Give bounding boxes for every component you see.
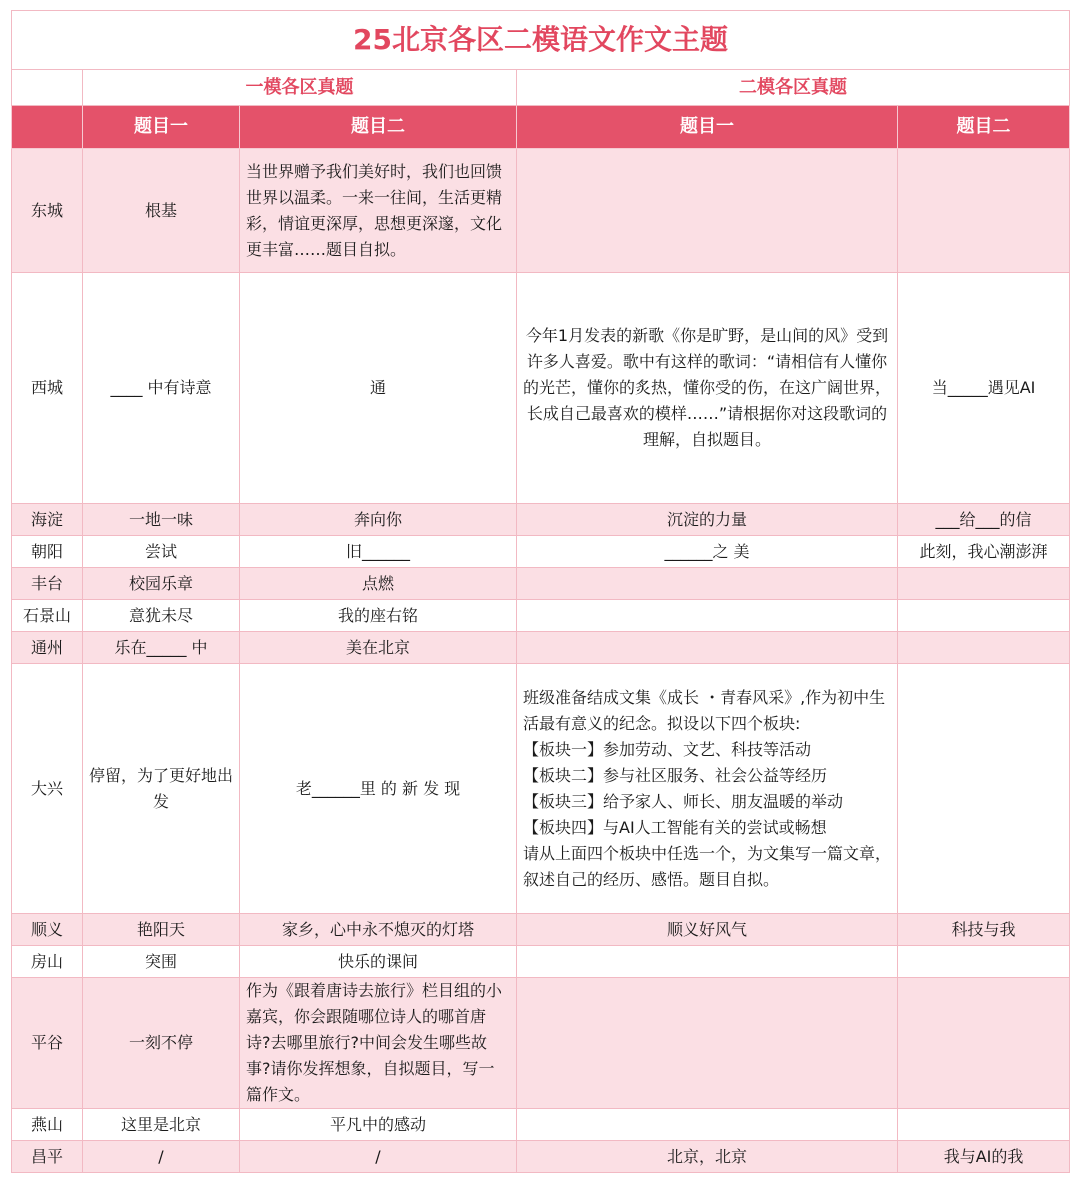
ermo-topic1-cell: 顺义好风气 [517,914,898,946]
yimo-topic1-cell: 乐在_____ 中 [83,632,240,664]
yimo-topic2-cell: 老______里 的 新 发 现 [240,664,517,914]
essay-topics-sheet [11,10,1069,1173]
ermo-topic2-cell [898,600,1070,632]
ermo-topic2-cell: 我与AI的我 [898,1141,1070,1173]
ermo-topic2-cell [898,1109,1070,1141]
ermo-topic1-cell [517,664,898,914]
district-cell: 顺义 [12,914,83,946]
table-row [12,914,1070,946]
yimo-topic2-cell: 我的座右铭 [240,600,517,632]
district-cell: 燕山 [12,1109,83,1141]
ermo-topic1-cell [517,632,898,664]
yimo-topic1-cell: ____ 中有诗意 [83,273,240,504]
table-row [12,664,1070,914]
ermo-topic1-cell [517,600,898,632]
corner-cell [12,70,83,106]
yimo-topic2-cell: 平凡中的感动 [240,1109,517,1141]
yimo-topic1-cell: 根基 [83,149,240,273]
yimo-topic1-cell: 这里是北京 [83,1109,240,1141]
header-ermo-topic1: 题目一 [517,106,898,149]
table-row [12,504,1070,536]
yimo-topic1-cell: 突围 [83,946,240,978]
yimo-topic2-cell: 美在北京 [240,632,517,664]
table-row [12,600,1070,632]
topics-table [11,10,1070,1173]
yimo-topic1-cell: 一刻不停 [83,978,240,1109]
district-cell: 房山 [12,946,83,978]
ermo-topic1-cell: 沉淀的力量 [517,504,898,536]
table-row [12,568,1070,600]
table-row [12,1109,1070,1141]
ermo-topic2-cell: ___给___的信 [898,504,1070,536]
ermo-topic1-cell: ______之 美 [517,536,898,568]
yimo-topic1-cell: 艳阳天 [83,914,240,946]
group-header-yimo: 一模各区真题 [83,70,517,106]
ermo-topic2-cell [898,149,1070,273]
yimo-topic2-cell: 当世界赠予我们美好时，我们也回馈世界以温柔。一来一往间，生活更精彩，情谊更深厚，思想更深邃，文化更丰富……题目自拟。 [240,149,517,273]
district-cell: 海淀 [12,504,83,536]
ermo-topic1-cell [517,978,898,1109]
district-cell: 昌平 [12,1141,83,1173]
ermo-topic2-cell: 此刻，我心潮澎湃 [898,536,1070,568]
district-cell: 平谷 [12,978,83,1109]
yimo-topic2-cell: 快乐的课间 [240,946,517,978]
yimo-topic1-cell: 停留，为了更好地出发 [83,664,240,914]
ermo-topic2-cell [898,664,1070,914]
ermo-topic2-cell: 科技与我 [898,914,1070,946]
yimo-topic1-cell: 校园乐章 [83,568,240,600]
district-cell: 东城 [12,149,83,273]
prompt-line: 【板块一】参加劳动、文艺、科技等活动 [523,739,812,759]
prompt-line: 班级准备结成文集《成长 ・青春风采》,作为初中生活最有意义的纪念。拟设以下四个板块: [523,687,886,733]
yimo-topic2-cell: 作为《跟着唐诗去旅行》栏目组的小嘉宾，你会跟随哪位诗人的哪首唐诗?去哪里旅行?中间会发生哪些故事?请你发挥想象，自拟题目，写一篇作文。 [240,978,517,1109]
yimo-topic2-cell: 旧______ [240,536,517,568]
ermo-topic1-cell [517,946,898,978]
district-cell: 通州 [12,632,83,664]
prompt-line: 【板块三】给予家人、师长、朋友温暖的举动 [523,791,844,811]
table-row [12,149,1070,273]
page-title: 25北京各区二模语文作文主题 [12,11,1070,70]
table-row [12,536,1070,568]
district-cell: 丰台 [12,568,83,600]
table-row [12,978,1070,1109]
table-row [12,273,1070,504]
yimo-topic2-cell: / [240,1141,517,1173]
ermo-topic2-cell [898,946,1070,978]
table-row [12,632,1070,664]
yimo-topic1-cell: 意犹未尽 [83,600,240,632]
prompt-line: 【板块二】参与社区服务、社会公益等经历 [523,765,828,785]
yimo-topic1-cell: 一地一味 [83,504,240,536]
ermo-topic2-cell: 当_____遇见AI [898,273,1070,504]
table-row [12,946,1070,978]
header-corner [12,106,83,149]
yimo-topic1-cell: 尝试 [83,536,240,568]
header-yimo-topic2: 题目二 [240,106,517,149]
header-ermo-topic2: 题目二 [898,106,1070,149]
ermo-topic1-cell [517,1109,898,1141]
district-cell: 大兴 [12,664,83,914]
ermo-topic1-cell [517,568,898,600]
ermo-topic1-cell: 北京，北京 [517,1141,898,1173]
ermo-topic2-cell [898,978,1070,1109]
district-cell: 石景山 [12,600,83,632]
district-cell: 朝阳 [12,536,83,568]
yimo-topic2-cell: 通 [240,273,517,504]
ermo-topic2-cell [898,632,1070,664]
district-cell: 西城 [12,273,83,504]
prompt-line: 【板块四】与AI人工智能有关的尝试或畅想 [523,817,827,837]
ermo-topic1-cell [517,149,898,273]
yimo-topic1-cell: / [83,1141,240,1173]
yimo-topic2-cell: 家乡，心中永不熄灭的灯塔 [240,914,517,946]
yimo-topic2-cell: 奔向你 [240,504,517,536]
table-row [12,1141,1070,1173]
ermo-topic1-cell: 今年1月发表的新歌《你是旷野，是山间的风》受到许多人喜爱。歌中有这样的歌词：“请相信有人懂你的光芒，懂你的炙热，懂你受的伤，在这广阔世界，长成自己最喜欢的模样……”请根据你对这段歌词的理解，自拟题目。 [517,273,898,504]
ermo-topic2-cell [898,568,1070,600]
group-header-ermo: 二模各区真题 [517,70,1070,106]
yimo-topic2-cell: 点燃 [240,568,517,600]
prompt-line: 请从上面四个板块中任选一个，为文集写一篇文章，叙述自己的经历、感悟。题目自拟。 [523,843,892,889]
header-yimo-topic1: 题目一 [83,106,240,149]
